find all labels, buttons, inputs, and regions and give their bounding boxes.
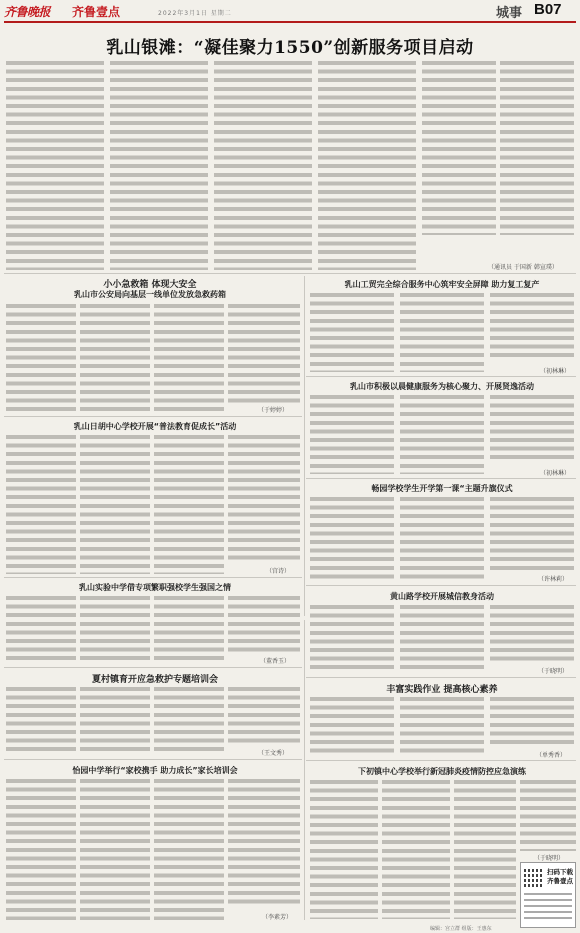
qr-code-mask: [524, 867, 544, 887]
lead-text-col-6: [500, 60, 574, 235]
article-text: [400, 292, 484, 372]
article-text: [80, 778, 150, 920]
masthead-sub-brand: 齐鲁壹点: [72, 5, 121, 19]
article-headline: 丰富实践作业 提高核心素养: [386, 685, 498, 695]
divider: [306, 478, 576, 479]
article-byline: （于晓明）: [538, 668, 569, 675]
article-text: [310, 292, 394, 372]
article-text: [80, 434, 150, 574]
article-text: [154, 595, 224, 663]
divider: [4, 759, 302, 760]
article-text: [490, 496, 574, 572]
article-text: [454, 779, 516, 919]
article-byline: （许林莉）: [538, 576, 569, 583]
article-text: [400, 496, 484, 582]
article-text: [400, 696, 484, 756]
divider: [306, 677, 576, 678]
article-text: [228, 434, 300, 564]
article-byline: （于婷婷）: [258, 407, 289, 414]
article-byline: （董香玉）: [260, 658, 291, 665]
article-headline: 黄山路学校开展城信教身活动: [390, 592, 494, 601]
lead-text-col-3: [214, 60, 312, 270]
article-text: [228, 778, 300, 908]
masthead-brand: 齐鲁晚报: [4, 5, 51, 19]
article-text: [310, 779, 378, 919]
divider: [304, 620, 305, 920]
divider: [4, 577, 302, 578]
article-text: [310, 394, 394, 474]
article-text: [6, 778, 76, 920]
article-byline: （李素芳）: [262, 914, 293, 921]
article-text: [154, 303, 224, 413]
article-text: [228, 686, 300, 746]
page-footer: 编辑：宫立群 组版：王惠东: [430, 926, 492, 932]
article-text: [6, 303, 76, 413]
issue-date: 2022年3月1日 星期二: [158, 10, 232, 17]
article-text: [400, 604, 484, 674]
article-headline: 乳山日胡中心学校开展“普法教育促成长”活动: [73, 422, 237, 431]
article-text: [228, 303, 300, 403]
article-byline: （宫诗）: [266, 568, 291, 575]
lead-headline: 乳山银滩：“凝佳聚力1550”创新服务项目启动: [106, 38, 474, 58]
page-number: B07: [534, 1, 562, 18]
article-byline: （单秀香）: [536, 752, 567, 759]
divider: [4, 667, 302, 668]
article-headline: 夏村镇育开应急救护专题培训会: [91, 675, 218, 685]
article-text: [490, 394, 574, 464]
article-text: [154, 778, 224, 920]
article-subheadline: 乳山市公安局向基层一线单位发放急救药箱: [74, 290, 226, 299]
divider: [304, 276, 305, 616]
article-text: [6, 595, 76, 663]
lead-text-col-2: [110, 60, 208, 270]
lead-text-col-1: [6, 60, 104, 270]
article-text: [490, 696, 574, 748]
article-text: [228, 595, 300, 653]
article-text: [6, 686, 76, 756]
article-headline: 小小急救箱 体现大安全: [103, 280, 197, 290]
article-byline: （于晓明）: [534, 855, 565, 862]
article-text: [6, 434, 76, 574]
lead-byline: （通讯员 于国新 韩宣璞）: [488, 264, 558, 271]
article-text: [490, 604, 574, 664]
article-text: [80, 686, 150, 756]
article-text: [80, 595, 150, 663]
article-text: [154, 434, 224, 574]
divider: [306, 585, 576, 586]
ad-text: [547, 868, 573, 886]
article-text: [400, 394, 484, 474]
article-headline: 畅园学校学生开学第一课“主题升旗仪式: [371, 484, 513, 493]
lead-text-col-4: [318, 60, 416, 270]
article-headline: 下初镇中心学校举行新冠肺炎疫情防控应急演练: [358, 767, 526, 776]
article-byline: （初林琳）: [540, 368, 571, 375]
article-headline: 乳山实验中学借专项繁职强校学生强国之情: [79, 583, 231, 592]
ad-line-2: 齐鲁壹点: [547, 877, 573, 885]
divider: [306, 760, 576, 761]
article-text: [520, 779, 576, 851]
article-headline: 怡园中学举行“家校携手 助力成长”家长培训会: [72, 766, 238, 775]
article-text: [490, 292, 574, 362]
divider: [4, 273, 576, 274]
divider: [4, 416, 302, 417]
masthead-rule: [4, 21, 576, 23]
article-headline: 乳山市积极以晨健康服务为核心聚力、开展贤逸活动: [350, 382, 534, 391]
article-byline: （王文秀）: [258, 750, 289, 757]
app-download-ad[interactable]: [520, 862, 576, 928]
article-text: [154, 686, 224, 756]
article-text: [80, 303, 150, 413]
section-name: 城事: [496, 6, 523, 21]
ad-line-1: 扫码下载: [547, 868, 573, 876]
article-text: [382, 779, 450, 919]
divider: [306, 376, 576, 377]
article-text: [310, 696, 394, 756]
lead-text-col-5: [422, 60, 496, 235]
article-text: [310, 496, 394, 582]
ad-fine-print: [524, 893, 572, 923]
article-text: [310, 604, 394, 674]
article-byline: （初林琳）: [540, 470, 571, 477]
article-headline: 乳山工贸完全综合服务中心筑牢安全屏障 助力复工复产: [344, 280, 540, 289]
